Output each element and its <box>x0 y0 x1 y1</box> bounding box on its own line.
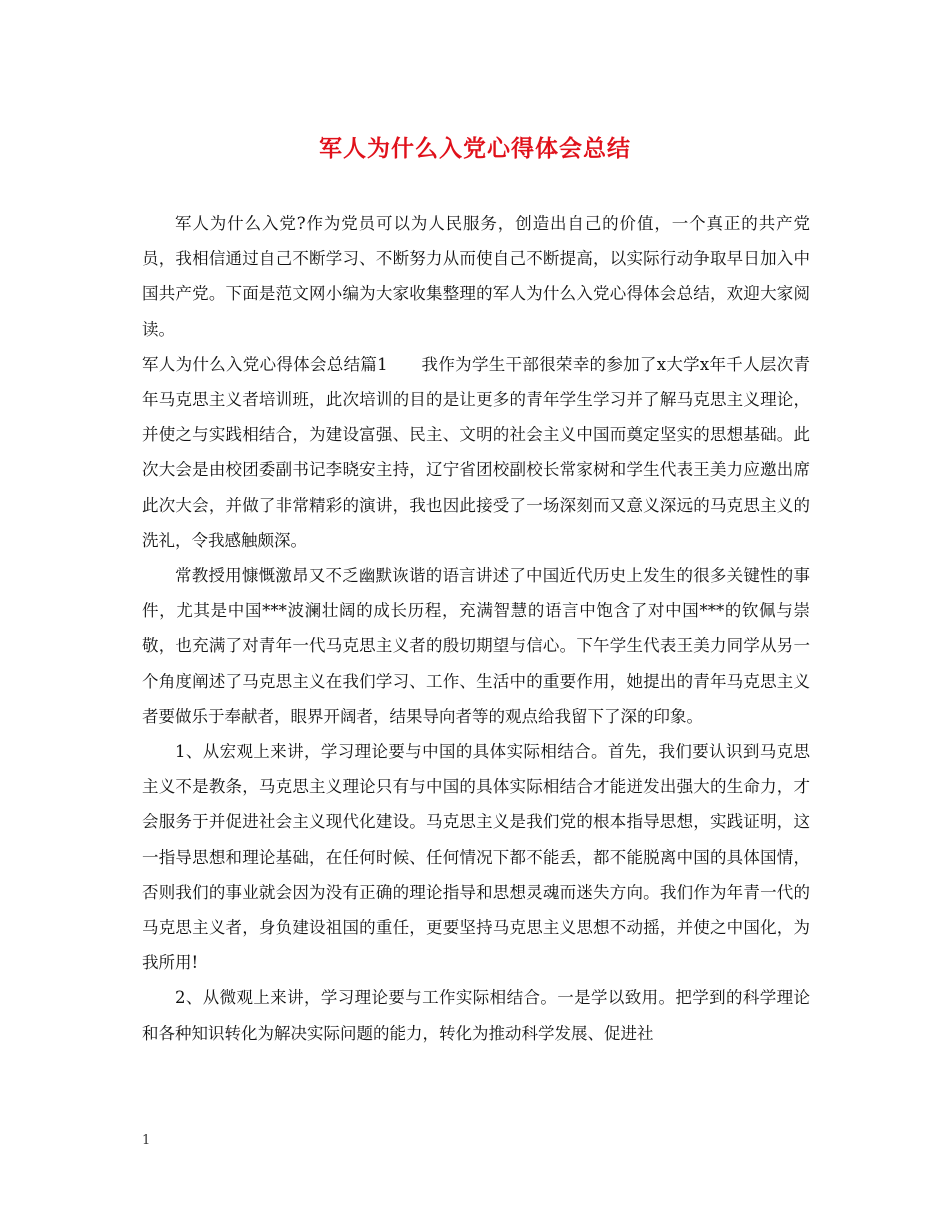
paragraph-professor-lecture: 常教授用慷慨激昂又不乏幽默诙谐的语言讲述了中国近代历史上发生的很多关键性的事件，尤其是中国***波澜壮阔的成长历程，充满智慧的语言中饱含了对中国***的钦佩与崇敬，也充满了对青年一代马克思主义者的殷切期望与信心。下午学生代表王美力同学从另一个角度阐述了马克思主义在我们学习、工作、生活中的重要作用，她提出的青年马克思主义者要做乐于奉献者，眼界开阔者，结果导向者等的观点给我留下了深的印象。 <box>142 566 810 726</box>
page-number: 1 <box>142 1133 151 1148</box>
paragraph-section-1: 军人为什么入党心得体会总结篇1 我作为学生干部很荣幸的参加了x大学x年千人层次青年马克思主义者培训班，此次培训的目的是让更多的青年学生学习并了解马克思主义理论，并使之与实践相结合，为建设富强、民主、文明的社会主义中国而奠定坚实的思想基础。此次大会是由校团委副书记李晓安主持，辽宁省团校副校长常家树和学生代表王美力应邀出席此次大会，并做了非常精彩的演讲，我也因此接受了一场深刻而又意义深远的马克思主义的洗礼，令我感触颇深。 <box>142 354 810 550</box>
paragraph-intro: 军人为什么入党?作为党员可以为人民服务，创造出自己的价值，一个真正的共产党员，我相信通过自己不断学习、不断努力从而使自己不断提高，以实际行动争取早日加入中国共产党。下面是范文网小编为大家收集整理的军人为什么入党心得体会总结，欢迎大家阅读。 <box>142 214 810 339</box>
paragraph-point-2: 2、从微观上来讲，学习理论要与工作实际相结合。一是学以致用。把学到的科学理论和各种知识转化为解决实际问题的能力，转化为推动科学发展、促进社 <box>142 988 810 1043</box>
paragraph-point-1: 1、从宏观上来讲，学习理论要与中国的具体实际相结合。首先，我们要认识到马克思主义不是教条，马克思主义理论只有与中国的具体实际相结合才能迸发出强大的生命力，才会服务于并促进社会主义现代化建设。马克思主义是我们党的根本指导思想，实践证明，这一指导思想和理论基础，在任何时候、任何情况下都不能丢，都不能脱离中国的具体国情，否则我们的事业就会因为没有正确的理论指导和思想灵魂而迷失方向。我们作为年青一代的马克思主义者，身负建设祖国的重任，更要坚持马克思主义思想不动摇，并使之中国化，为我所用! <box>142 742 810 973</box>
document-body <box>142 206 810 1051</box>
document-title: 军人为什么入党心得体会总结 <box>319 136 631 162</box>
